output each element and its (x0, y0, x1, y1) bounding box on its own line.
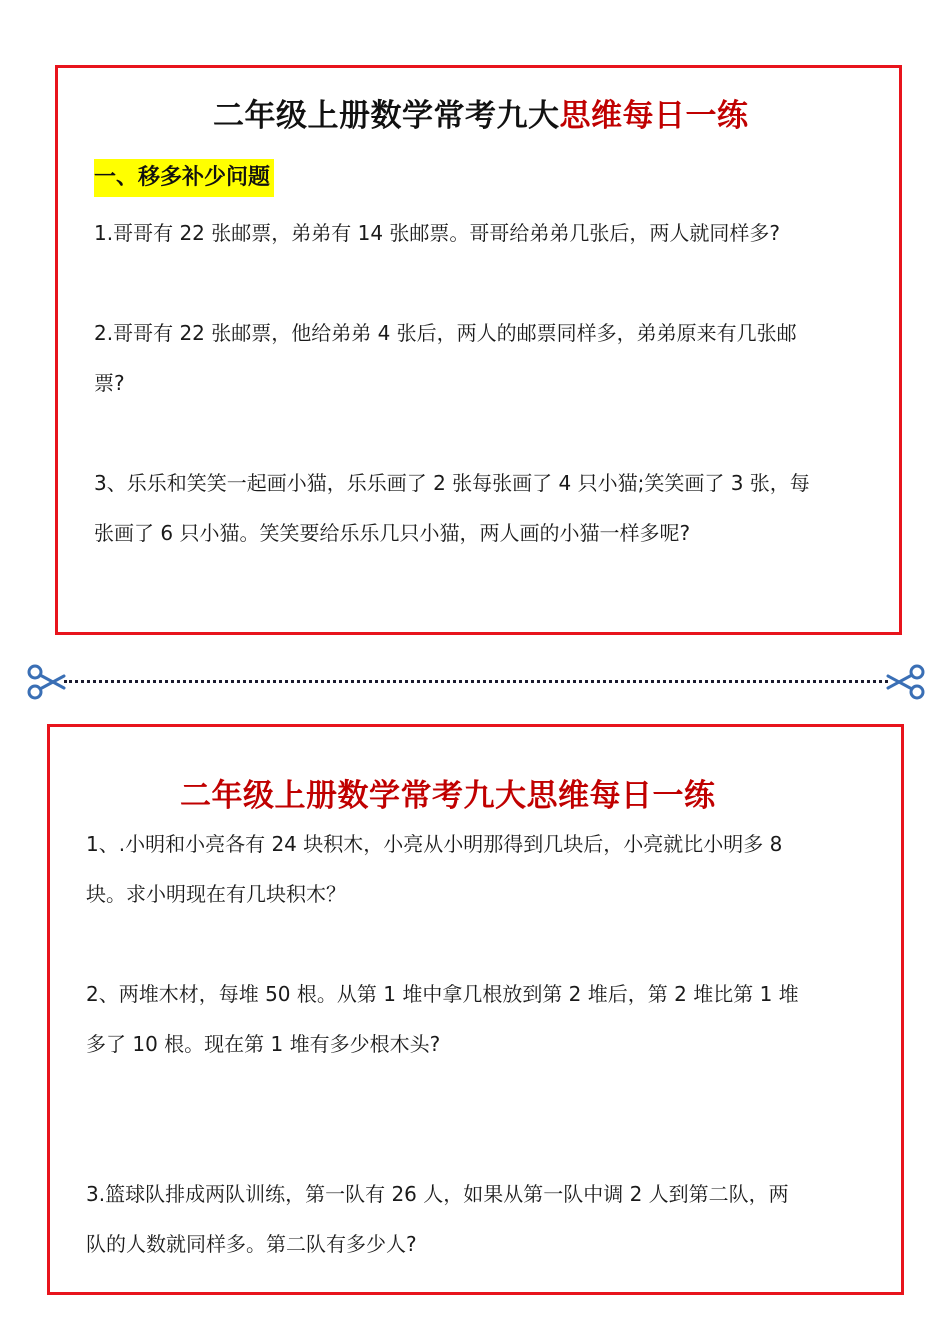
worksheet-card-2 (47, 724, 904, 1295)
question-line: 3.篮球队排成两队训练，第一队有 26 人，如果从第一队中调 2 人到第二队，两 (86, 1182, 789, 1206)
card1-title-part2: 思维每日一练 (559, 98, 749, 134)
question-line: 多了 10 根。现在第 1 堆有多少根木头? (86, 1032, 441, 1056)
question-line: 1、.小明和小亮各有 24 块积木，小亮从小明那得到几块后，小亮就比小明多 8 (86, 832, 783, 856)
question-2-1 (86, 819, 782, 919)
question-2-3 (86, 1169, 789, 1269)
cut-line (0, 660, 950, 704)
worksheet-card-1 (55, 65, 902, 635)
dotted-divider (64, 680, 888, 683)
question-line: 张画了 6 只小猫。笑笑要给乐乐几只小猫，两人画的小猫一样多呢? (94, 521, 691, 545)
question-line: 3、乐乐和笑笑一起画小猫，乐乐画了 2 张每张画了 4 只小猫;笑笑画了 3 张，每 (94, 471, 810, 495)
question-line: 1.哥哥有 22 张邮票，弟弟有 14 张邮票。哥哥给弟弟几张后，两人就同样多? (94, 221, 781, 245)
question-line: 2、两堆木材，每堆 50 根。从第 1 堆中拿几根放到第 2 堆后，第 2 堆比第 1 堆 (86, 982, 799, 1006)
question-1-2 (94, 308, 797, 408)
card1-title (213, 90, 749, 135)
question-line: 队的人数就同样多。第二队有多少人? (86, 1232, 417, 1256)
question-1-1 (94, 208, 780, 258)
question-line: 块。求小明现在有几块积木？ (86, 882, 346, 906)
card2-title (180, 770, 716, 815)
scissors-icon (886, 662, 926, 702)
question-line: 2.哥哥有 22 张邮票，他给弟弟 4 张后，两人的邮票同样多，弟弟原来有几张邮 (94, 321, 797, 345)
question-2-2 (86, 969, 799, 1069)
card2-title-part2: 思维每日一练 (526, 778, 716, 814)
section-heading: 一、移多补少问题 (94, 159, 274, 197)
card2-title-part1: 二年级上册数学常考九大 (180, 778, 527, 814)
question-line: 票? (94, 371, 125, 395)
question-1-3 (94, 458, 810, 558)
scissors-icon (26, 662, 66, 702)
card1-title-part1: 二年级上册数学常考九大 (213, 98, 560, 134)
